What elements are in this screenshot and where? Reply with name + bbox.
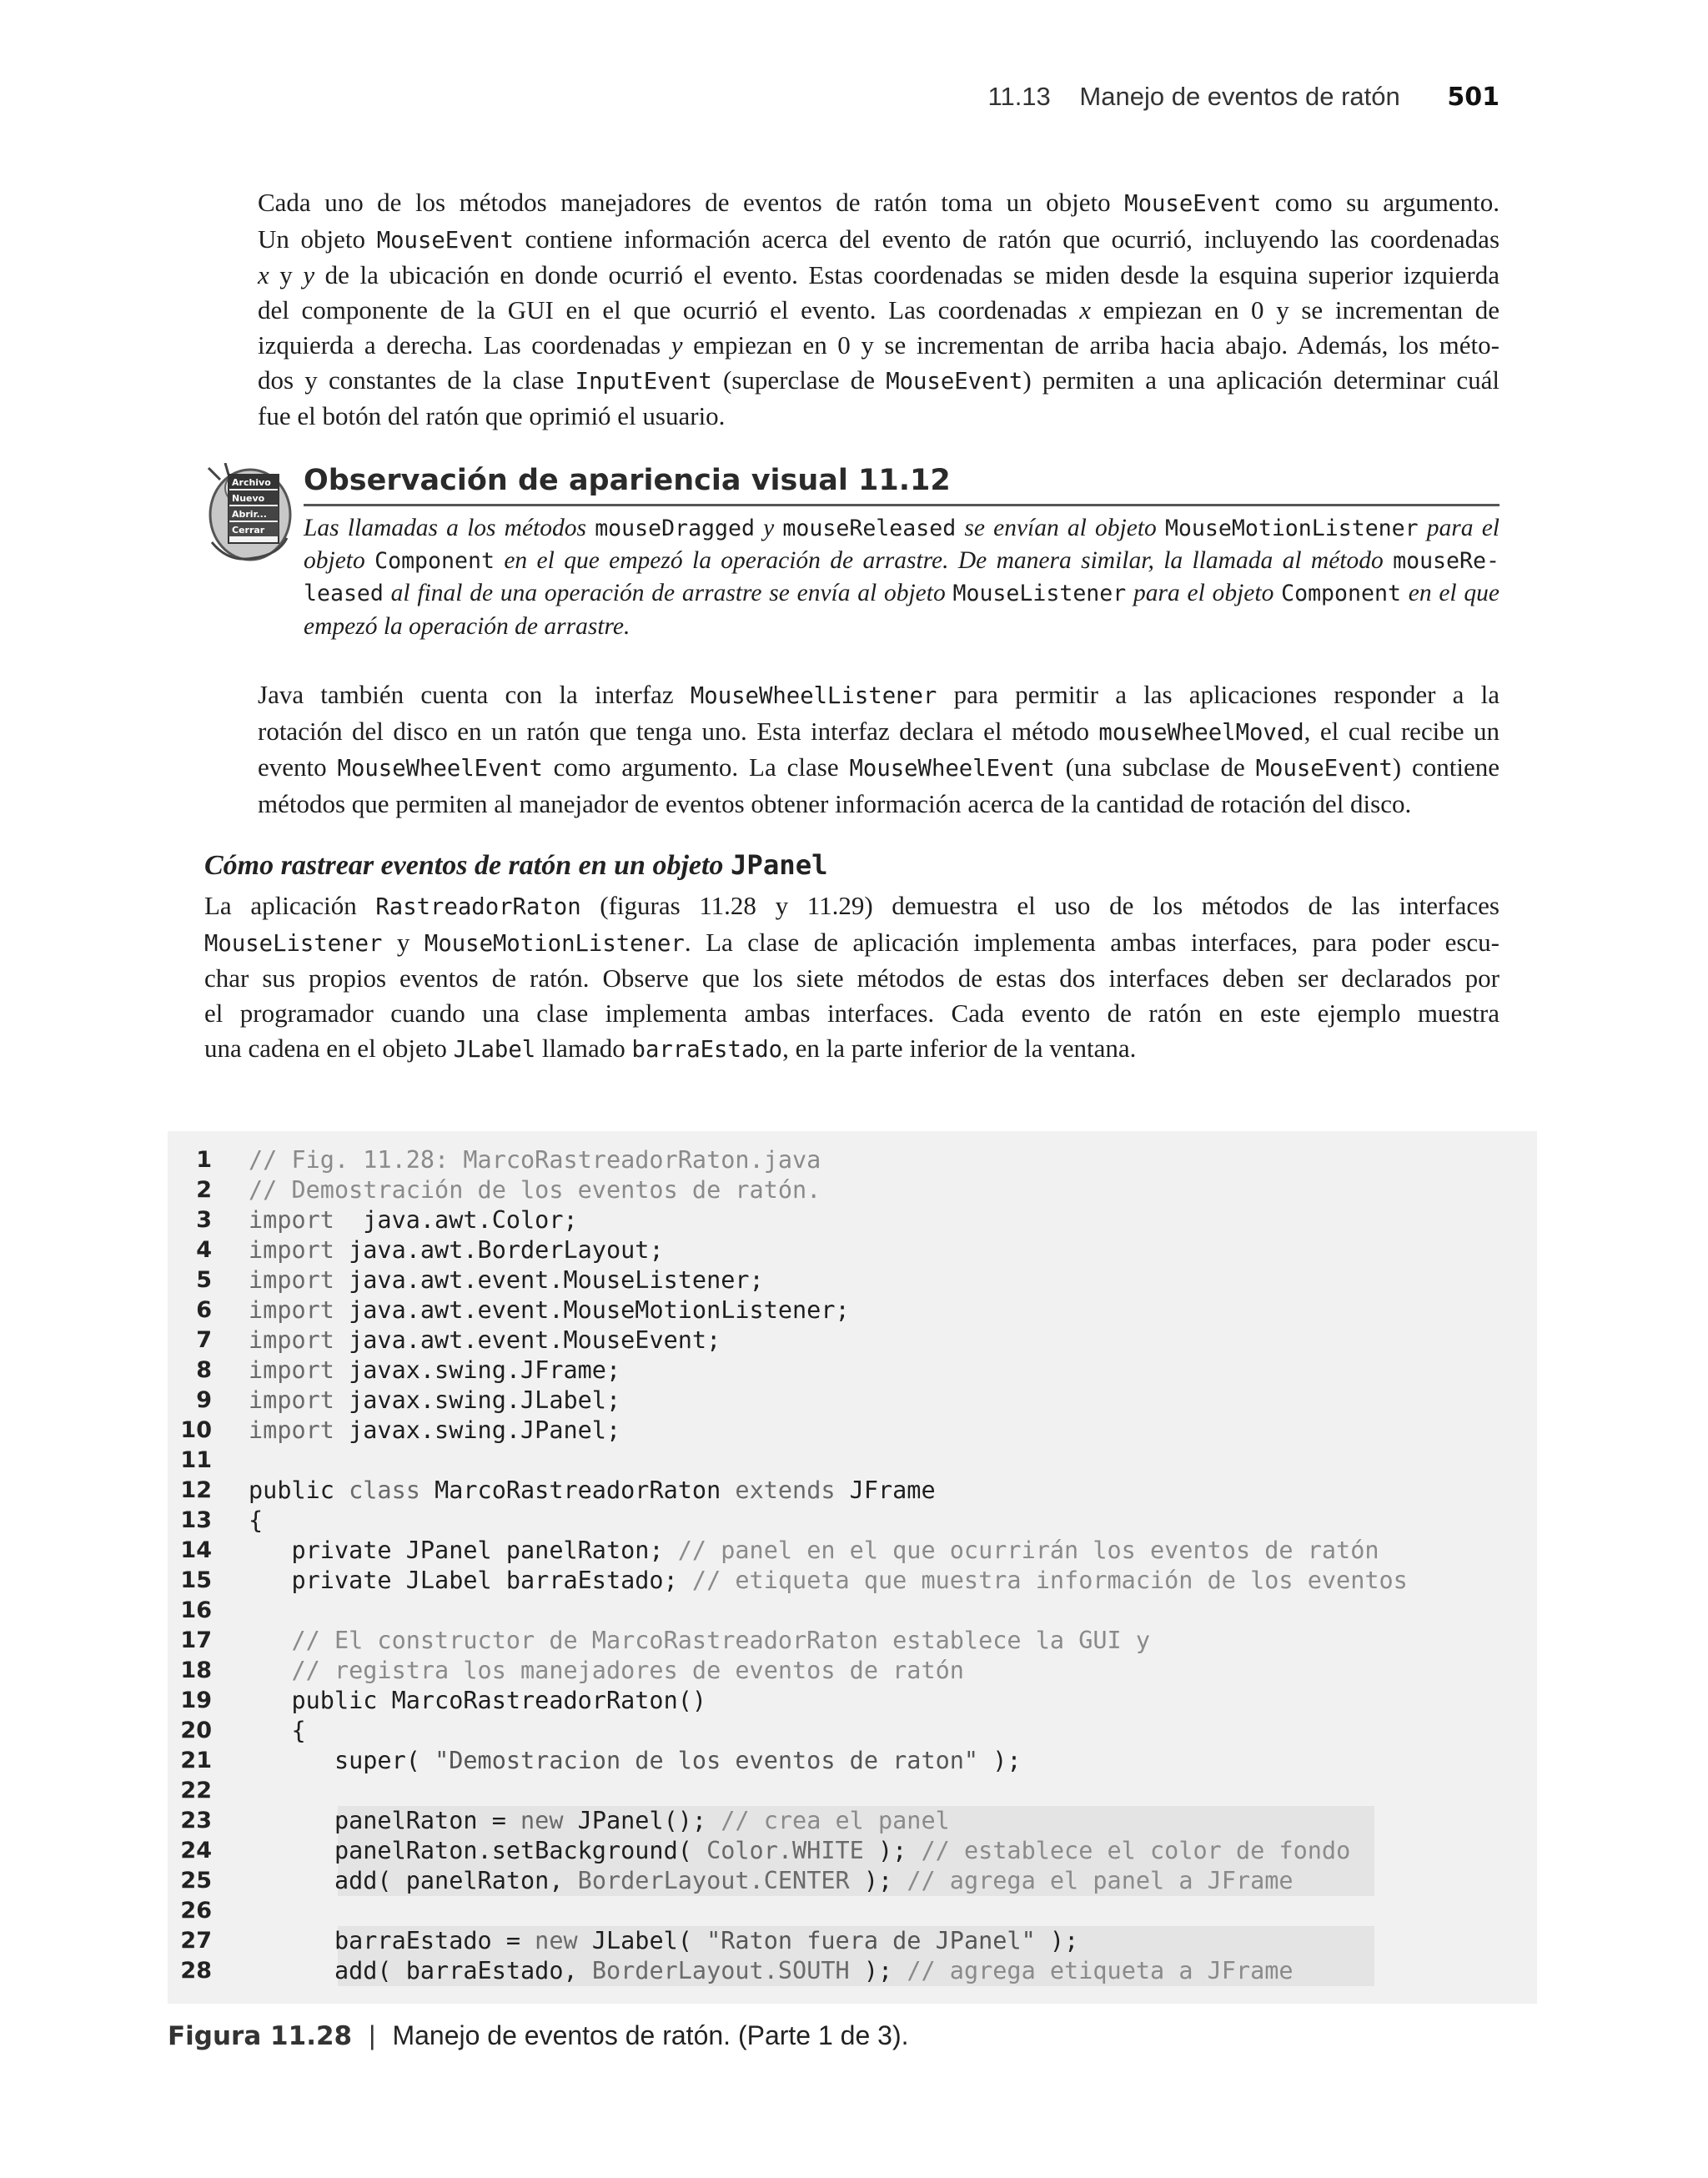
page-number: 501 xyxy=(1447,83,1500,112)
inline-code: MouseMotionListener xyxy=(1164,516,1419,541)
observation-title: Observación de apariencia visual 11.12 xyxy=(304,459,1500,506)
code-text: super( "Demostracion de los eventos de raton" ); xyxy=(249,1747,1022,1774)
icon-menu-cerrar: Cerrar xyxy=(232,525,265,536)
code-text: // El constructor de MarcoRastreadorRaton establece la GUI y xyxy=(249,1627,1150,1654)
computer-mouse-menu-icon xyxy=(203,463,295,563)
code-line xyxy=(168,1626,1537,1656)
inline-code: RastreadorRaton xyxy=(375,894,581,920)
text-line: fue el botón del ratón que oprimió el usuario. xyxy=(258,401,726,431)
line-number: 5 xyxy=(196,1267,212,1293)
section-title: Manejo de eventos de ratón xyxy=(1079,82,1400,111)
line-number: 1 xyxy=(196,1147,212,1173)
text-line: MouseListener y MouseMotionListener. La clase de aplicación implementa ambas interfaces, para poder escu- xyxy=(204,927,1500,957)
text-line: dos y constantes de la clase InputEvent (superclase de MouseEvent) permiten a una aplicación determinar cuál xyxy=(258,365,1500,395)
line-number: 22 xyxy=(180,1778,212,1803)
code-text: import java.awt.event.MouseMotionListener; xyxy=(249,1296,850,1324)
code-text: // registra los manejadores de eventos de ratón xyxy=(249,1657,964,1684)
text-line: leased al final de una operación de arrastre se envía al objeto MouseListener para el objeto Component en el que xyxy=(304,580,1500,607)
line-number: 3 xyxy=(196,1207,212,1233)
code-text: { xyxy=(249,1717,306,1744)
line-number: 16 xyxy=(180,1597,212,1623)
text-line: evento MouseWheelEvent como argumento. La clase MouseWheelEvent (una subclase de MouseEvent) contiene xyxy=(258,752,1500,782)
code-line xyxy=(168,1776,1537,1806)
code-text: panelRaton.setBackground( Color.WHITE ); // establece el color de fondo xyxy=(249,1837,1351,1864)
code-text: import javax.swing.JFrame; xyxy=(249,1356,621,1384)
code-line xyxy=(168,1896,1537,1926)
text-line: empezó la operación de arrastre. xyxy=(304,612,630,640)
line-number: 12 xyxy=(180,1477,212,1503)
icon-menu-abrir: Abrir... xyxy=(232,509,267,520)
inline-code: mouseWheelMoved xyxy=(1098,719,1304,746)
line-number: 9 xyxy=(196,1387,212,1413)
inline-code: mouseReleased xyxy=(782,516,957,541)
code-line xyxy=(168,1325,1537,1356)
text-line: métodos que permiten al manejador de eventos obtener información acerca de la cantidad de rotación del disco. xyxy=(258,789,1412,819)
text-line: x y y de la ubicación en donde ocurrió el evento. Estas coordenadas se miden desde la esquina superior izquierda xyxy=(258,260,1500,290)
inline-code: JLabel xyxy=(453,1036,536,1063)
code-text: import java.awt.Color; xyxy=(249,1206,578,1234)
observation-body xyxy=(304,512,1500,643)
line-number: 28 xyxy=(180,1958,212,1984)
code-line xyxy=(168,1476,1537,1506)
paragraph-rastreador xyxy=(204,888,1500,1068)
text-line: Java también cuenta con la interfaz MouseWheelListener para permitir a las aplicaciones responder a la xyxy=(258,680,1500,709)
code-line xyxy=(168,1235,1537,1265)
figure-caption xyxy=(168,2020,908,2051)
code-line xyxy=(168,1596,1537,1626)
inline-code: leased xyxy=(304,581,384,607)
text-line: Un objeto MouseEvent contiene información acerca del evento de ratón que ocurrió, incluyendo las coordenadas xyxy=(258,224,1500,254)
inline-code: MouseEvent xyxy=(1255,756,1393,782)
inline-code: MouseWheelEvent xyxy=(849,756,1055,782)
text-line: Las llamadas a los métodos mouseDragged y mouseReleased se envían al objeto MouseMotionListener para el xyxy=(304,515,1500,541)
code-text: import java.awt.BorderLayout; xyxy=(249,1236,664,1264)
inline-code: MouseListener xyxy=(952,581,1127,607)
line-number: 7 xyxy=(196,1327,212,1353)
text-line: char sus propios eventos de ratón. Observe que los siete métodos de estas dos interfaces deben ser declarados por xyxy=(204,963,1500,993)
code-line xyxy=(168,1506,1537,1536)
icon-menu-archivo: Archivo xyxy=(232,477,271,488)
code-text: // Demostración de los eventos de ratón. xyxy=(249,1176,821,1204)
code-text: import javax.swing.JPanel; xyxy=(249,1416,621,1444)
line-number: 13 xyxy=(180,1507,212,1533)
code-line xyxy=(168,1656,1537,1686)
code-line xyxy=(168,1145,1537,1175)
caption-text: Manejo de eventos de ratón. (Parte 1 de 3). xyxy=(392,2020,909,2050)
line-number: 11 xyxy=(180,1447,212,1473)
line-number: 24 xyxy=(180,1838,212,1864)
italic-variable: y xyxy=(303,260,315,290)
code-line xyxy=(168,1926,1537,1956)
inline-code: MouseEvent xyxy=(886,368,1023,395)
code-line xyxy=(168,1295,1537,1325)
inline-code: mouseRe- xyxy=(1393,548,1500,575)
code-text: add( panelRaton, BorderLayout.CENTER ); // agrega el panel a JFrame xyxy=(249,1867,1294,1894)
text-line: rotación del disco en un ratón que tenga uno. Esta interfaz declara el método mouseWheelMoved, el cual recibe un xyxy=(258,716,1500,746)
code-listing xyxy=(168,1145,1537,1986)
line-number: 20 xyxy=(180,1718,212,1743)
inline-code: MouseEvent xyxy=(376,227,514,254)
line-number: 15 xyxy=(180,1567,212,1593)
code-text: // Fig. 11.28: MarcoRastreadorRaton.java xyxy=(249,1146,821,1174)
code-line xyxy=(168,1536,1537,1566)
inline-code: mouseDragged xyxy=(595,516,755,541)
inline-code: Component xyxy=(374,548,495,575)
line-number: 10 xyxy=(180,1417,212,1443)
code-line xyxy=(168,1716,1537,1746)
line-number: 19 xyxy=(180,1688,212,1713)
code-text: import java.awt.event.MouseEvent; xyxy=(249,1326,721,1354)
code-text: private JPanel panelRaton; // panel en el que ocurrirán los eventos de ratón xyxy=(249,1537,1379,1564)
line-number: 27 xyxy=(180,1928,212,1954)
line-number: 4 xyxy=(196,1237,212,1263)
section-heading xyxy=(204,849,828,882)
code-line xyxy=(168,1265,1537,1295)
code-text: import java.awt.event.MouseListener; xyxy=(249,1266,764,1294)
code-text: panelRaton = new JPanel(); // crea el panel xyxy=(249,1807,950,1834)
caption-separator: | xyxy=(369,2020,376,2050)
section-number: 11.13 xyxy=(987,82,1051,111)
text-line: del componente de la GUI en el que ocurrió el evento. Las coordenadas x empiezan en 0 y se incrementan de xyxy=(258,295,1500,325)
code-text: public MarcoRastreadorRaton() xyxy=(249,1687,707,1714)
code-text: public class MarcoRastreadorRaton extends JFrame xyxy=(249,1476,936,1504)
code-text: { xyxy=(249,1506,264,1534)
text-line: objeto Component en el que empezó la operación de arrastre. De manera similar, la llamada al método mouseRe- xyxy=(304,547,1500,575)
code-line xyxy=(168,1866,1537,1896)
line-number: 23 xyxy=(180,1808,212,1833)
line-number: 14 xyxy=(180,1537,212,1563)
code-line xyxy=(168,1566,1537,1596)
inline-code: MouseWheelListener xyxy=(690,683,937,709)
code-line xyxy=(168,1356,1537,1386)
code-line xyxy=(168,1175,1537,1205)
code-line xyxy=(168,1416,1537,1446)
code-text: private JLabel barraEstado; // etiqueta que muestra información de los eventos xyxy=(249,1567,1408,1594)
line-number: 6 xyxy=(196,1297,212,1323)
code-line xyxy=(168,1205,1537,1235)
line-number: 18 xyxy=(180,1657,212,1683)
inline-code: InputEvent xyxy=(575,368,712,395)
code-text: barraEstado = new JLabel( "Raton fuera de JPanel" ); xyxy=(249,1927,1079,1954)
figure-label: Figura 11.28 xyxy=(168,2021,353,2051)
section-heading-code: JPanel xyxy=(730,849,828,881)
code-line xyxy=(168,1746,1537,1776)
code-line xyxy=(168,1686,1537,1716)
inline-code: Component xyxy=(1281,581,1401,607)
inline-code: barraEstado xyxy=(631,1036,783,1063)
text-line: izquierda a derecha. Las coordenadas y empiezan en 0 y se incrementan de arriba hacia abajo. Además, los méto- xyxy=(258,329,1500,360)
code-line xyxy=(168,1386,1537,1416)
code-line xyxy=(168,1806,1537,1836)
text-line: una cadena en el objeto JLabel llamado barraEstado, en la parte inferior de la ventana. xyxy=(204,1033,1137,1063)
running-head xyxy=(988,82,1500,112)
inline-code: MouseListener xyxy=(204,930,383,957)
code-line xyxy=(168,1446,1537,1476)
code-text: add( barraEstado, BorderLayout.SOUTH ); // agrega etiqueta a JFrame xyxy=(249,1957,1294,1984)
code-line xyxy=(168,1956,1537,1986)
icon-menu-nuevo: Nuevo xyxy=(232,493,265,504)
code-line xyxy=(168,1836,1537,1866)
inline-code: MouseMotionListener xyxy=(424,930,685,957)
inline-code: MouseWheelEvent xyxy=(337,756,543,782)
line-number: 2 xyxy=(196,1177,212,1203)
line-number: 8 xyxy=(196,1357,212,1383)
line-number: 17 xyxy=(180,1627,212,1653)
text-line: La aplicación RastreadorRaton (figuras 11.28 y 11.29) demuestra el uso de los métodos de las interfaces xyxy=(204,891,1500,920)
italic-variable: x xyxy=(258,260,269,290)
text-line: el programador cuando una clase implementa ambas interfaces. Cada evento de ratón en este ejemplo muestra xyxy=(204,998,1500,1029)
paragraph-mouse-event xyxy=(204,185,1500,434)
section-heading-text: Cómo rastrear eventos de ratón en un objeto xyxy=(204,850,731,881)
inline-code: MouseEvent xyxy=(1124,191,1262,217)
line-number: 26 xyxy=(180,1898,212,1924)
line-number: 21 xyxy=(180,1748,212,1773)
text-line: Cada uno de los métodos manejadores de eventos de ratón toma un objeto MouseEvent como su argumento. xyxy=(258,188,1500,217)
paragraph-mouse-wheel xyxy=(204,677,1500,822)
line-number: 25 xyxy=(180,1868,212,1894)
italic-variable: y xyxy=(671,329,683,360)
italic-variable: x xyxy=(1079,295,1091,325)
code-text: import javax.swing.JLabel; xyxy=(249,1386,621,1414)
